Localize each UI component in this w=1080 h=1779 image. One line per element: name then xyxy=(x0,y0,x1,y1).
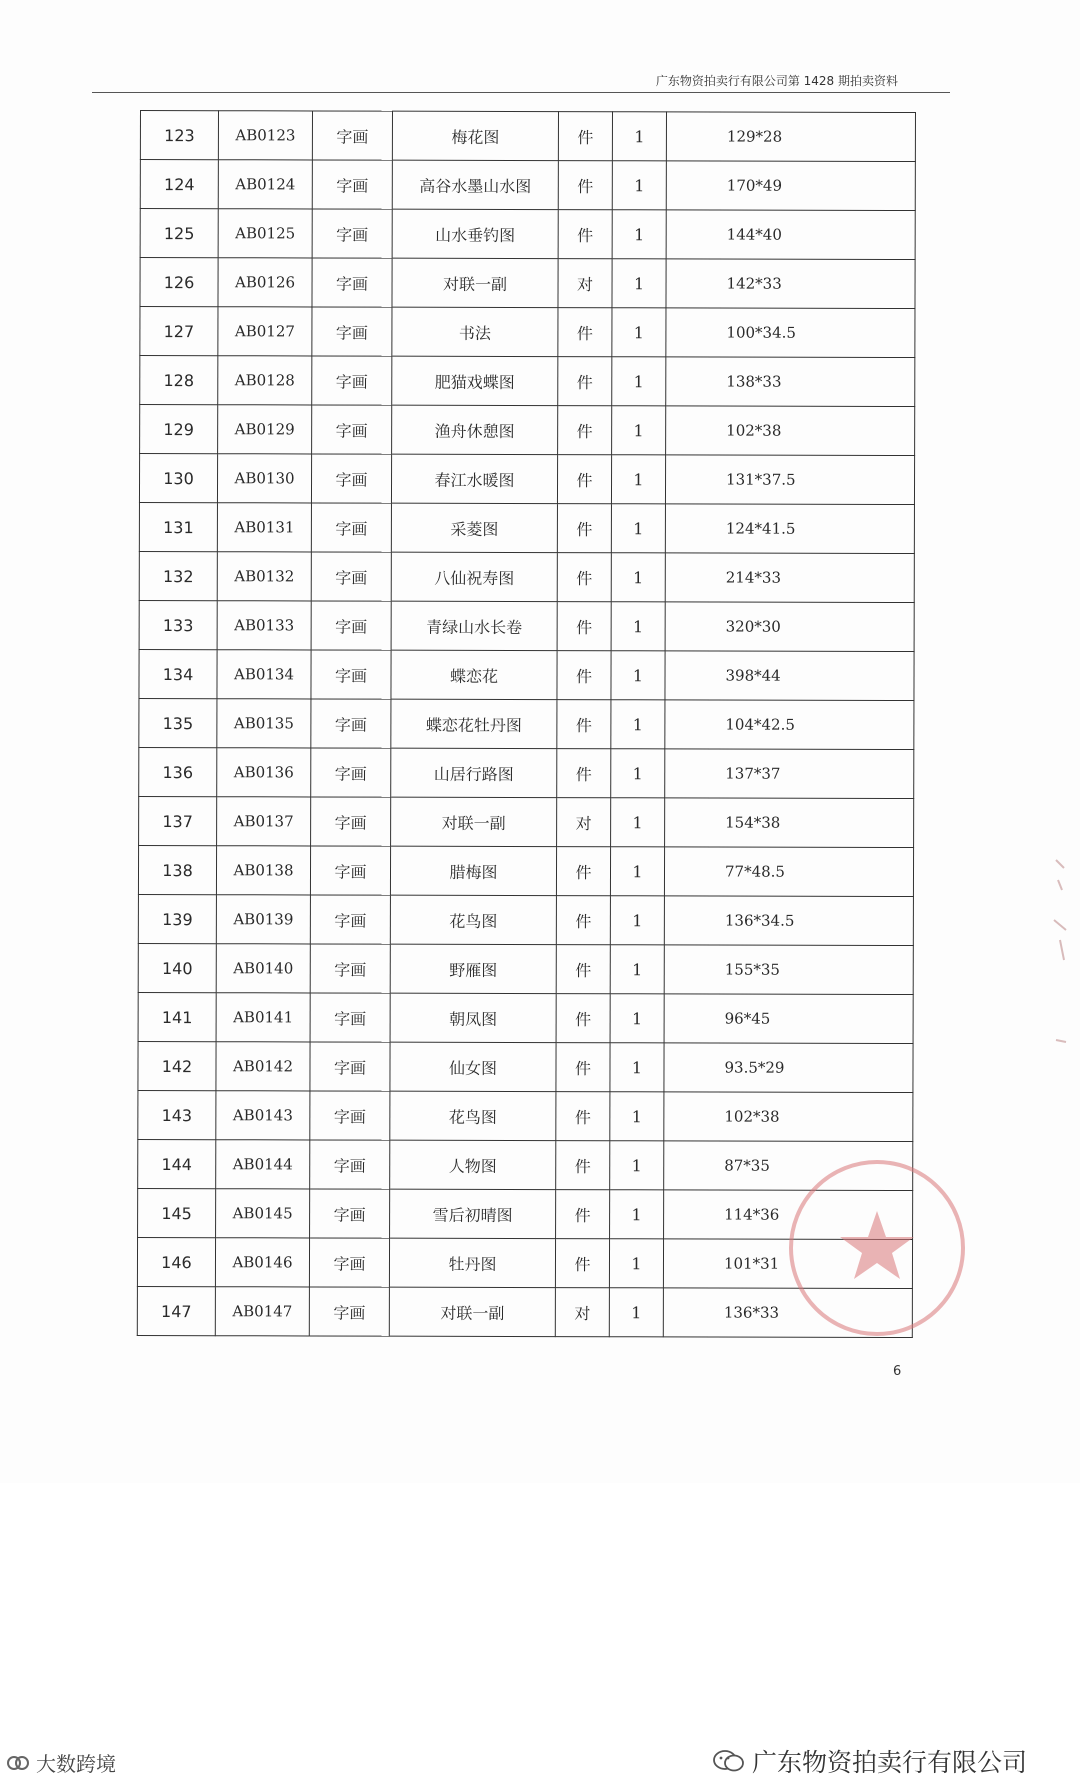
item-size-cell: 124*41.5 xyxy=(665,504,914,554)
item-number-cell: 147 xyxy=(137,1286,215,1335)
account-name: 广东物资拍卖行有限公司 xyxy=(752,1748,1028,1777)
item-quantity-cell: 1 xyxy=(611,602,665,651)
item-number-cell: 126 xyxy=(140,258,218,307)
item-unit-cell: 件 xyxy=(558,308,612,357)
item-code-cell: AB0133 xyxy=(217,601,311,650)
item-code-cell: AB0129 xyxy=(218,405,312,454)
item-category-cell: 字画 xyxy=(311,601,391,650)
item-quantity-cell: 1 xyxy=(611,455,665,504)
item-unit-cell: 件 xyxy=(556,1043,610,1092)
item-code-cell: AB0143 xyxy=(216,1091,310,1140)
item-name-cell: 肥猫戏蝶图 xyxy=(392,356,558,405)
item-code-cell: AB0125 xyxy=(218,209,312,258)
item-quantity-cell: 1 xyxy=(612,112,666,161)
edge-stamp-fragment xyxy=(1050,850,1070,1050)
item-unit-cell: 件 xyxy=(557,553,611,602)
item-number-cell: 145 xyxy=(138,1188,216,1237)
page-header: 广东物资拍卖行有限公司第 1428 期拍卖资料 xyxy=(655,74,898,88)
item-quantity-cell: 1 xyxy=(612,406,666,455)
item-unit-cell: 件 xyxy=(558,357,612,406)
item-code-cell: AB0137 xyxy=(217,797,311,846)
item-name-cell: 八仙祝寿图 xyxy=(391,552,557,601)
item-size-cell: 137*37 xyxy=(665,749,914,799)
item-unit-cell: 件 xyxy=(557,602,611,651)
item-size-cell: 101*31 xyxy=(663,1239,912,1289)
item-number-cell: 128 xyxy=(140,356,218,405)
item-size-cell: 398*44 xyxy=(665,651,914,701)
item-category-cell: 字画 xyxy=(310,846,390,895)
table-row xyxy=(139,600,914,651)
table-row xyxy=(140,405,915,456)
item-quantity-cell: 1 xyxy=(610,945,664,994)
item-size-cell: 102*38 xyxy=(666,406,915,456)
table-row xyxy=(139,502,914,553)
item-number-cell: 137 xyxy=(139,796,217,845)
item-size-cell: 170*49 xyxy=(666,161,915,211)
item-name-cell: 青绿山水长卷 xyxy=(391,601,557,650)
item-name-cell: 蝶恋花牡丹图 xyxy=(391,699,557,748)
item-category-cell: 字画 xyxy=(311,650,391,699)
table-row xyxy=(138,1090,913,1141)
item-name-cell: 仙女图 xyxy=(390,1042,556,1091)
table-row xyxy=(138,894,913,945)
item-size-cell: 214*33 xyxy=(665,553,914,603)
item-unit-cell: 件 xyxy=(558,210,612,259)
item-quantity-cell: 1 xyxy=(610,847,664,896)
item-unit-cell: 对 xyxy=(555,1288,609,1337)
item-name-cell: 对联一副 xyxy=(392,258,558,307)
item-code-cell: AB0132 xyxy=(217,552,311,601)
item-quantity-cell: 1 xyxy=(611,700,665,749)
item-name-cell: 春江水暖图 xyxy=(391,454,557,503)
item-code-cell: AB0128 xyxy=(218,356,312,405)
item-name-cell: 采菱图 xyxy=(391,503,557,552)
table-row xyxy=(137,1286,912,1337)
item-name-cell: 书法 xyxy=(392,307,558,356)
wechat-icon xyxy=(712,1749,746,1773)
table-row xyxy=(140,307,915,358)
item-size-cell: 96*45 xyxy=(664,994,913,1044)
item-category-cell: 字画 xyxy=(310,895,390,944)
item-unit-cell: 对 xyxy=(557,798,611,847)
item-size-cell: 100*34.5 xyxy=(666,308,915,358)
item-number-cell: 131 xyxy=(139,502,217,551)
item-number-cell: 124 xyxy=(140,160,218,209)
item-code-cell: AB0141 xyxy=(216,993,310,1042)
item-size-cell: 154*38 xyxy=(665,798,914,848)
item-number-cell: 127 xyxy=(140,307,218,356)
item-number-cell: 146 xyxy=(137,1237,215,1286)
item-number-cell: 132 xyxy=(139,551,217,600)
item-size-cell: 138*33 xyxy=(666,357,915,407)
item-code-cell: AB0139 xyxy=(216,895,310,944)
item-quantity-cell: 1 xyxy=(610,1141,664,1190)
item-number-cell: 136 xyxy=(139,747,217,796)
item-size-cell: 136*34.5 xyxy=(664,896,913,946)
item-name-cell: 蝶恋花 xyxy=(391,650,557,699)
table-row xyxy=(140,160,915,211)
item-quantity-cell: 1 xyxy=(610,994,664,1043)
item-name-cell: 朝凤图 xyxy=(390,993,556,1042)
item-unit-cell: 件 xyxy=(557,504,611,553)
item-size-cell: 77*48.5 xyxy=(664,847,913,897)
item-quantity-cell: 1 xyxy=(612,210,666,259)
item-quantity-cell: 1 xyxy=(611,749,665,798)
item-unit-cell: 件 xyxy=(555,1239,609,1288)
item-category-cell: 字画 xyxy=(312,356,392,405)
item-code-cell: AB0140 xyxy=(216,944,310,993)
item-code-cell: AB0134 xyxy=(217,650,311,699)
item-name-cell: 雪后初晴图 xyxy=(390,1189,556,1238)
copy-icon xyxy=(6,1751,30,1775)
item-unit-cell: 件 xyxy=(556,896,610,945)
item-number-cell: 129 xyxy=(140,405,218,454)
item-name-cell: 对联一副 xyxy=(391,797,557,846)
item-code-cell: AB0142 xyxy=(216,1042,310,1091)
wechat-account-label xyxy=(712,1743,1027,1779)
item-number-cell: 125 xyxy=(140,209,218,258)
watermark-left xyxy=(6,1748,116,1777)
table-row xyxy=(137,1237,912,1288)
item-unit-cell: 件 xyxy=(556,945,610,994)
item-category-cell: 字画 xyxy=(309,1238,389,1287)
item-code-cell: AB0135 xyxy=(217,699,311,748)
item-quantity-cell: 1 xyxy=(611,504,665,553)
table-row xyxy=(140,258,915,309)
item-unit-cell: 件 xyxy=(558,161,612,210)
item-code-cell: AB0130 xyxy=(217,454,311,503)
table-row xyxy=(138,992,913,1043)
item-size-cell: 87*35 xyxy=(664,1141,913,1191)
item-name-cell: 牡丹图 xyxy=(389,1238,555,1287)
item-name-cell: 花鸟图 xyxy=(390,895,556,944)
table-row xyxy=(139,747,914,798)
item-quantity-cell: 1 xyxy=(610,1043,664,1092)
item-number-cell: 130 xyxy=(139,454,217,503)
item-quantity-cell: 1 xyxy=(609,1239,663,1288)
item-number-cell: 144 xyxy=(138,1139,216,1188)
item-size-cell: 155*35 xyxy=(664,945,913,995)
item-category-cell: 字画 xyxy=(310,1189,390,1238)
item-size-cell: 104*42.5 xyxy=(665,700,914,750)
item-number-cell: 139 xyxy=(138,894,216,943)
item-code-cell: AB0144 xyxy=(216,1140,310,1189)
item-number-cell: 141 xyxy=(138,992,216,1041)
item-category-cell: 字画 xyxy=(312,307,392,356)
item-name-cell: 山水垂钓图 xyxy=(392,209,558,258)
item-code-cell: AB0127 xyxy=(218,307,312,356)
item-size-cell: 142*33 xyxy=(666,259,915,309)
item-name-cell: 对联一副 xyxy=(389,1287,555,1336)
item-quantity-cell: 1 xyxy=(610,1190,664,1239)
table-row xyxy=(138,1188,913,1239)
item-number-cell: 134 xyxy=(139,649,217,698)
item-unit-cell: 件 xyxy=(556,1092,610,1141)
item-quantity-cell: 1 xyxy=(610,1092,664,1141)
item-size-cell: 114*36 xyxy=(664,1190,913,1240)
item-code-cell: AB0147 xyxy=(215,1287,309,1336)
item-number-cell: 140 xyxy=(138,943,216,992)
item-code-cell: AB0126 xyxy=(218,258,312,307)
table-row xyxy=(138,1041,913,1092)
table-row xyxy=(138,943,913,994)
item-name-cell: 腊梅图 xyxy=(390,846,556,895)
item-name-cell: 野雁图 xyxy=(390,944,556,993)
item-category-cell: 字画 xyxy=(311,699,391,748)
header-rule xyxy=(92,92,950,93)
item-code-cell: AB0138 xyxy=(216,846,310,895)
item-category-cell: 字画 xyxy=(310,993,390,1042)
item-quantity-cell: 1 xyxy=(611,553,665,602)
item-category-cell: 字画 xyxy=(310,944,390,993)
item-size-cell: 320*30 xyxy=(665,602,914,652)
table-row xyxy=(139,454,914,505)
item-unit-cell: 件 xyxy=(558,112,612,161)
item-unit-cell: 件 xyxy=(556,1190,610,1239)
item-unit-cell: 件 xyxy=(557,651,611,700)
item-quantity-cell: 1 xyxy=(610,896,664,945)
item-category-cell: 字画 xyxy=(311,552,391,601)
item-category-cell: 字画 xyxy=(310,1140,390,1189)
item-quantity-cell: 1 xyxy=(612,259,666,308)
item-code-cell: AB0145 xyxy=(216,1189,310,1238)
item-code-cell: AB0123 xyxy=(218,111,312,160)
item-size-cell: 129*28 xyxy=(666,112,915,162)
item-category-cell: 字画 xyxy=(311,797,391,846)
item-number-cell: 143 xyxy=(138,1090,216,1139)
page-number: 6 xyxy=(893,1364,902,1379)
item-code-cell: AB0136 xyxy=(217,748,311,797)
item-number-cell: 135 xyxy=(139,698,217,747)
item-category-cell: 字画 xyxy=(311,454,391,503)
item-name-cell: 花鸟图 xyxy=(390,1091,556,1140)
item-quantity-cell: 1 xyxy=(612,308,666,357)
item-unit-cell: 件 xyxy=(556,994,610,1043)
item-category-cell: 字画 xyxy=(310,1042,390,1091)
item-name-cell: 渔舟休憩图 xyxy=(392,405,558,454)
table-row xyxy=(139,649,914,700)
item-number-cell: 142 xyxy=(138,1041,216,1090)
item-size-cell: 93.5*29 xyxy=(664,1043,913,1093)
table-row xyxy=(139,551,914,602)
table-row xyxy=(138,845,913,896)
item-number-cell: 138 xyxy=(138,845,216,894)
item-unit-cell: 件 xyxy=(556,1141,610,1190)
item-code-cell: AB0131 xyxy=(217,503,311,552)
table-row xyxy=(140,356,915,407)
item-name-cell: 高谷水墨山水图 xyxy=(392,160,558,209)
item-number-cell: 133 xyxy=(139,600,217,649)
item-unit-cell: 件 xyxy=(557,749,611,798)
auction-items-table xyxy=(137,110,916,1338)
item-quantity-cell: 1 xyxy=(612,161,666,210)
table-row xyxy=(139,796,914,847)
item-category-cell: 字画 xyxy=(311,503,391,552)
item-category-cell: 字画 xyxy=(312,405,392,454)
item-quantity-cell: 1 xyxy=(611,798,665,847)
item-code-cell: AB0124 xyxy=(218,160,312,209)
item-unit-cell: 件 xyxy=(556,847,610,896)
table-body xyxy=(137,111,915,1338)
item-category-cell: 字画 xyxy=(311,748,391,797)
item-category-cell: 字画 xyxy=(312,160,392,209)
item-size-cell: 102*38 xyxy=(664,1092,913,1142)
item-category-cell: 字画 xyxy=(312,111,392,160)
item-unit-cell: 件 xyxy=(557,700,611,749)
item-number-cell: 123 xyxy=(140,111,218,160)
item-category-cell: 字画 xyxy=(312,209,392,258)
table-row xyxy=(140,111,915,162)
item-name-cell: 人物图 xyxy=(390,1140,556,1189)
item-unit-cell: 对 xyxy=(558,259,612,308)
item-category-cell: 字画 xyxy=(310,1091,390,1140)
item-quantity-cell: 1 xyxy=(611,651,665,700)
item-category-cell: 字画 xyxy=(309,1287,389,1336)
item-unit-cell: 件 xyxy=(558,406,612,455)
item-size-cell: 144*40 xyxy=(666,210,915,260)
item-name-cell: 梅花图 xyxy=(392,111,558,160)
table-row xyxy=(140,209,915,260)
item-name-cell: 山居行路图 xyxy=(391,748,557,797)
item-size-cell: 136*33 xyxy=(663,1288,912,1338)
item-size-cell: 131*37.5 xyxy=(665,455,914,505)
table-row xyxy=(139,698,914,749)
item-quantity-cell: 1 xyxy=(609,1288,663,1337)
item-category-cell: 字画 xyxy=(312,258,392,307)
watermark-text: 大数跨境 xyxy=(36,1752,116,1776)
item-unit-cell: 件 xyxy=(557,455,611,504)
table-row xyxy=(138,1139,913,1190)
item-code-cell: AB0146 xyxy=(215,1238,309,1287)
item-quantity-cell: 1 xyxy=(612,357,666,406)
